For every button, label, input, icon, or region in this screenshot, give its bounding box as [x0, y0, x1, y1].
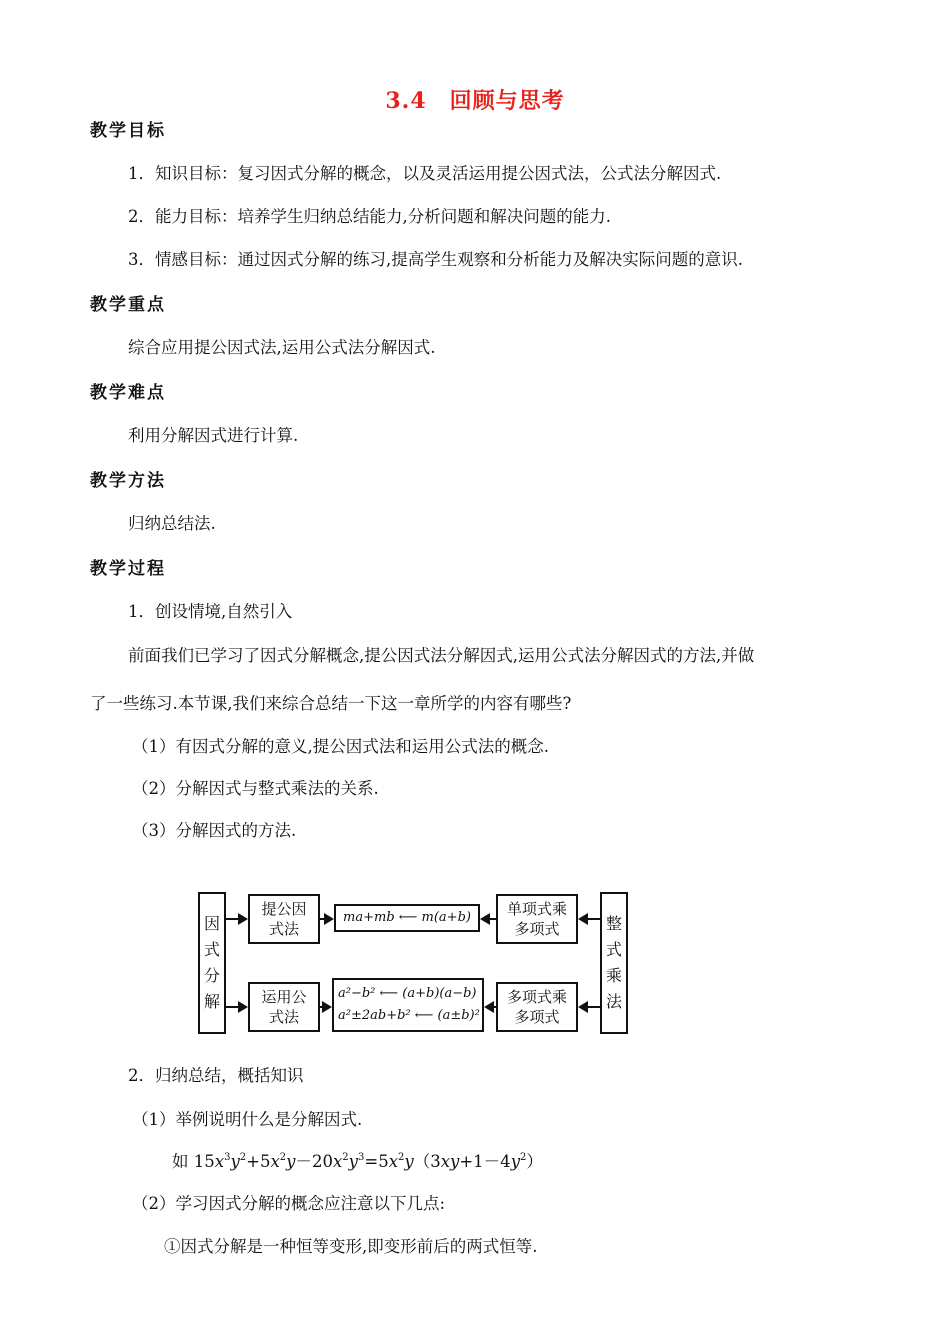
right-label-char: 乘: [605, 966, 622, 985]
point-2: （2）分解因式与整式乘法的关系.: [132, 779, 379, 798]
box-common-factor: [248, 894, 320, 944]
heading-objectives: 教学目标: [90, 121, 166, 141]
right-label-char: 整: [605, 914, 622, 933]
intro-line-1: 前面我们已学习了因式分解概念,提公因式法分解因式,运用公式法分解因式的方法,并做: [128, 646, 755, 665]
objective-2: 2．能力目标：培养学生归纳总结能力,分析问题和解决问题的能力.: [128, 207, 611, 226]
box-text: 多项式: [514, 920, 560, 938]
box-polynomial-multiplication: [600, 892, 628, 1034]
formula-perfect-square: a²±2ab+b² ⟵ (a±b)²: [338, 1008, 480, 1023]
step-2: 2．归纳总结，概括知识: [128, 1066, 304, 1085]
box-monomial-times-polynomial: [496, 894, 578, 944]
left-label-char: 分: [203, 966, 220, 985]
formula-common-factor: ma+mb ⟵ m(a+b): [334, 904, 480, 932]
arrow-head-icon: [484, 1001, 494, 1013]
arrow-line: [226, 1006, 238, 1008]
key-points-text: 综合应用提公因式法,运用公式法分解因式.: [128, 338, 436, 357]
heading-method: 教学方法: [90, 471, 166, 491]
arrow-head-icon: [578, 913, 588, 925]
arrow-head-icon: [322, 1001, 332, 1013]
right-label-char: 法: [605, 992, 622, 1011]
box-text: 单项式乘: [506, 900, 567, 918]
arrow-head-icon: [578, 1001, 588, 1013]
sub-point-2: （2）学习因式分解的概念应注意以下几点:: [132, 1194, 446, 1213]
sub-point-1: （1）举例说明什么是分解因式.: [132, 1110, 363, 1129]
box-text: 提公因: [261, 900, 307, 918]
example-equation: 如 $15x^3y^2+5x^2y-20x^2y^3=5x^2y(3xy+1-4y^2)$: [172, 1152, 543, 1171]
example-prefix: 如: [172, 1152, 189, 1171]
box-text: 多项式: [514, 1008, 560, 1026]
arrow-head-icon: [324, 913, 334, 925]
box-factorization: [198, 892, 226, 1034]
note-1: ①因式分解是一种恒等变形,即变形前后的两式恒等.: [164, 1237, 538, 1256]
left-label-char: 式: [203, 940, 220, 959]
heading-process: 教学过程: [90, 559, 166, 579]
box-polynomial-times-polynomial: [496, 982, 578, 1032]
step-1: 1．创设情境,自然引入: [128, 602, 293, 621]
arrow-head-icon: [238, 1001, 248, 1013]
page-title: 3.4 回顾与思考: [385, 88, 565, 114]
box-text: 多项式乘: [506, 988, 567, 1006]
intro-line-2: 了一些练习.本节课,我们来综合总结一下这一章所学的内容有哪些?: [90, 694, 572, 713]
left-label-char: 解: [203, 992, 220, 1011]
arrow-line: [588, 1006, 600, 1008]
difficulties-text: 利用分解因式进行计算.: [128, 426, 299, 445]
method-text: 归纳总结法.: [128, 514, 216, 533]
point-1: （1）有因式分解的意义,提公因式法和运用公式法的概念.: [132, 737, 549, 756]
arrow-head-icon: [238, 913, 248, 925]
box-text: 式法: [268, 1008, 299, 1026]
heading-key-points: 教学重点: [90, 295, 166, 315]
left-label-char: 因: [203, 914, 220, 933]
formula-box-identities: [332, 978, 484, 1032]
box-text: 式法: [268, 920, 299, 938]
right-label-char: 式: [605, 940, 622, 959]
objective-3: 3．情感目标：通过因式分解的练习,提高学生观察和分析能力及解决实际问题的意识.: [128, 250, 743, 269]
point-3: （3）分解因式的方法.: [132, 821, 297, 840]
box-text: 运用公: [261, 988, 307, 1006]
arrow-head-icon: [480, 913, 490, 925]
arrow-line: [226, 918, 238, 920]
formula-difference-of-squares: a²−b² ⟵ (a+b)(a−b): [338, 986, 477, 1001]
factorization-diagram: [198, 888, 628, 1036]
arrow-line: [588, 918, 600, 920]
objective-1: 1．知识目标：复习因式分解的概念，以及灵活运用提公因式法，公式法分解因式.: [128, 164, 722, 183]
heading-difficulties: 教学难点: [90, 383, 166, 403]
box-formula-method: [248, 982, 320, 1032]
